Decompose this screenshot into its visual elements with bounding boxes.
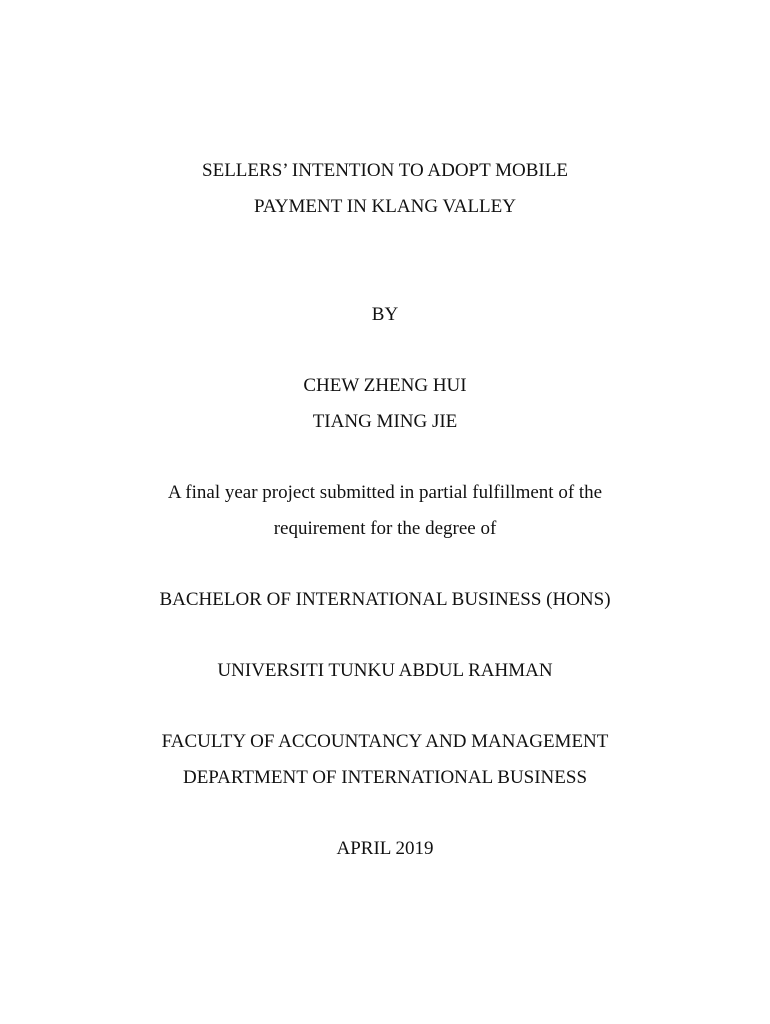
department-name: DEPARTMENT OF INTERNATIONAL BUSINESS <box>182 767 588 788</box>
thesis-title-line-1: SELLERS’ INTENTION TO ADOPT MOBILE <box>202 160 568 181</box>
submission-date: APRIL 2019 <box>336 838 434 859</box>
submission-statement-line-1: A final year project submitted in partial fulfillment of the <box>167 482 603 503</box>
submission-statement-line-2: requirement for the degree of <box>273 518 497 539</box>
author-name: TIANG MING JIE <box>312 411 458 432</box>
author-name: CHEW ZHENG HUI <box>303 375 467 396</box>
university-name: UNIVERSITI TUNKU ABDUL RAHMAN <box>217 660 553 681</box>
faculty-name: FACULTY OF ACCOUNTANCY AND MANAGEMENT <box>161 731 609 752</box>
by-label: BY <box>371 304 399 325</box>
thesis-title-line-2: PAYMENT IN KLANG VALLEY <box>254 196 516 217</box>
degree-name: BACHELOR OF INTERNATIONAL BUSINESS (HONS) <box>159 589 611 610</box>
